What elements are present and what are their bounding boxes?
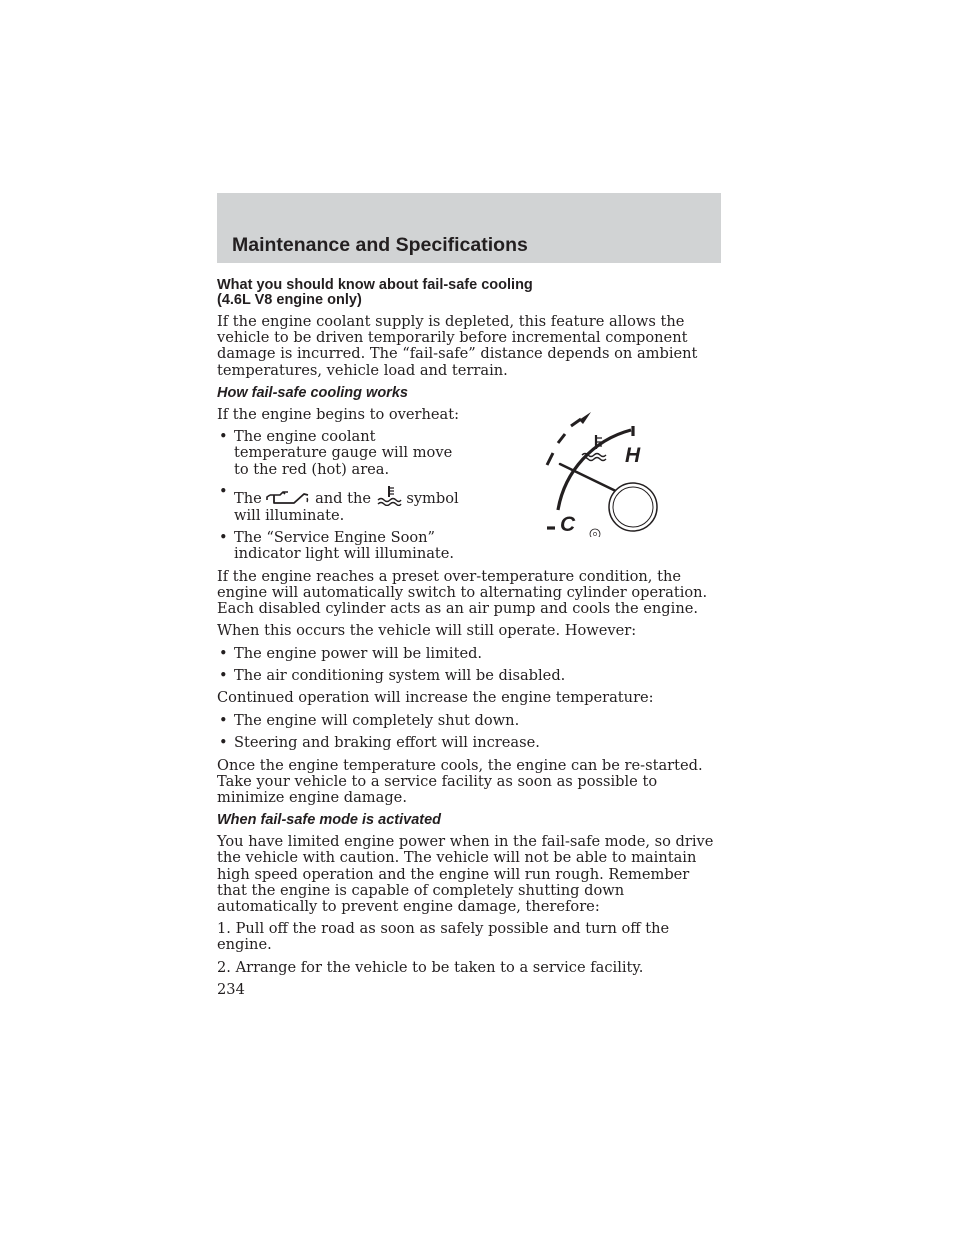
list-item [217, 484, 462, 524]
activated-paragraph: You have limited engine power when in the fail-safe mode, so drive the vehicle with caution. The vehicle will not be able to maintain high speed operation and the engine will run rough. Remember that the engine is capable of completely shutting down automatically to prevent engine damage, therefore: [217, 833, 714, 915]
overheat-bullets [217, 429, 462, 563]
overheat-block [217, 407, 721, 563]
list-item: • The air conditioning system will be disabled. [217, 668, 721, 684]
gauge-scale-dashes [547, 419, 581, 465]
activated-steps [217, 921, 721, 976]
list-item: 1. Pull off the road as soon as safely possible and turn off the engine. [217, 920, 670, 954]
gauge-arrow [579, 412, 591, 424]
list-item: • Steering and braking effort will increase. [217, 735, 721, 751]
coolant-temperature-icon [376, 484, 402, 506]
cools-paragraph: Once the engine temperature cools, the engine can be re-started. Take your vehicle to a service facility as soon as possible to minimize engine damage. [217, 756, 703, 806]
list-item: • The engine will completely shut down. [217, 713, 721, 729]
list-item: • The “Service Engine Soon” indicator light will illuminate. [217, 530, 462, 563]
section-heading-line2: (4.6L V8 engine only) [217, 292, 362, 308]
gauge-hot-label: H [625, 443, 641, 467]
bullet-text: The [234, 490, 262, 508]
chapter-title: Maintenance and Specifications [232, 234, 528, 256]
overheat-lead: If the engine begins to overheat: [217, 405, 460, 423]
list-item: 2. Arrange for the vehicle to be taken to a service facility. [217, 958, 644, 976]
page-content [217, 278, 721, 982]
continued-bullets [217, 713, 721, 752]
bullet-text: and the [315, 490, 372, 508]
continued-paragraph: Continued operation will increase the engine temperature: [217, 689, 654, 707]
how-it-works-heading: How fail-safe cooling works [217, 384, 408, 401]
section-heading [217, 278, 721, 308]
oil-can-icon [266, 488, 310, 506]
temperature-gauge [543, 407, 663, 537]
bullet-text: symbol will illuminate. [234, 490, 459, 524]
gauge-hub-inner [613, 487, 653, 527]
operate-paragraph: When this occurs the vehicle will still operate. However: [217, 622, 637, 640]
activated-heading: When fail-safe mode is activated [217, 812, 442, 829]
intro-paragraph: If the engine coolant supply is depleted, this feature allows the vehicle to be driven temporarily before incremental component damage is incurred. The “fail-safe” distance depends on ambient temperatures, vehicle load and terrain. [217, 313, 698, 379]
page-number: 234 [217, 981, 245, 998]
chapter-header [217, 193, 721, 263]
operate-bullets [217, 646, 721, 685]
section-heading-line1: What you should know about fail-safe cooling [217, 277, 533, 293]
gauge-cold-label: C [560, 512, 576, 536]
list-item: • The engine coolant temperature gauge will move to the red (hot) area. [217, 429, 462, 478]
list-item: • The engine power will be limited. [217, 646, 721, 662]
overtemp-paragraph: If the engine reaches a preset over-temperature condition, the engine will automatically switch to alternating cylinder operation. Each disabled cylinder acts as an air pump and cools the engine. [217, 567, 708, 618]
